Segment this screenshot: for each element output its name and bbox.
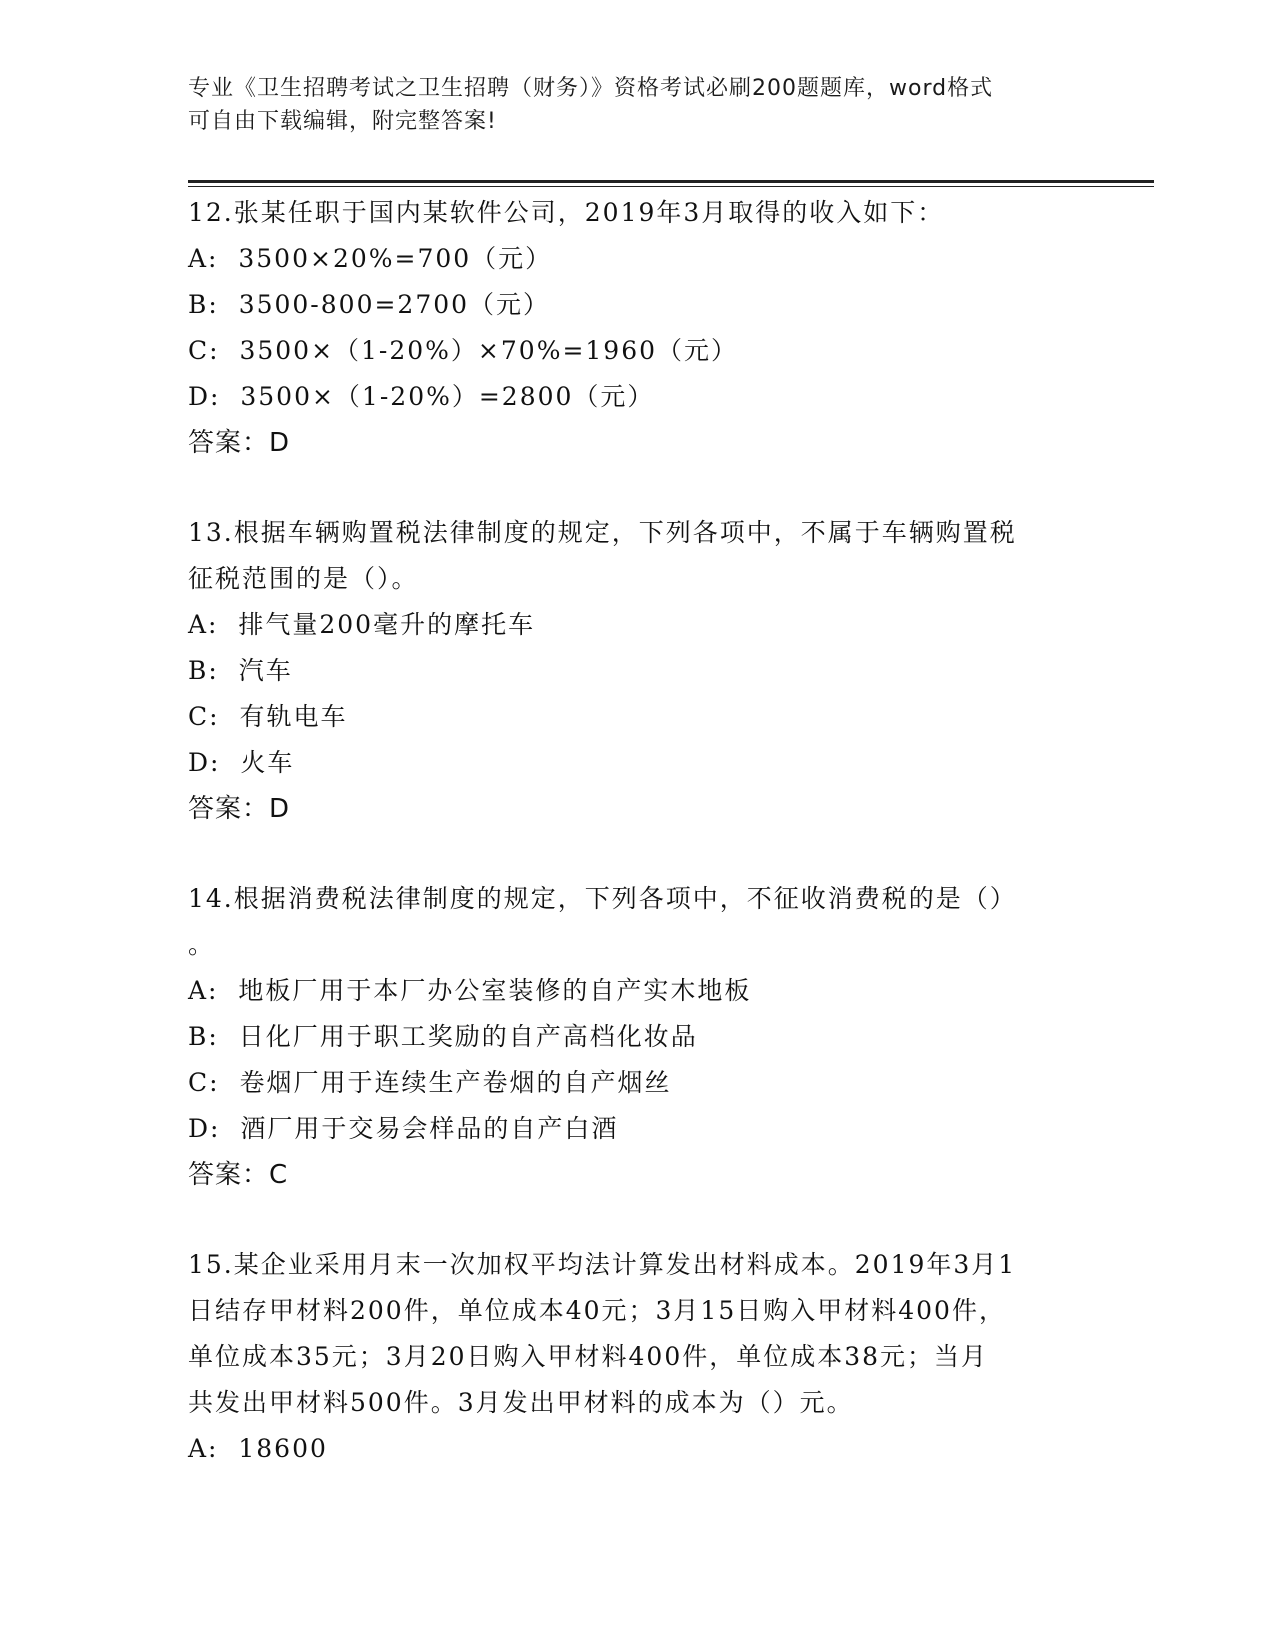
answer-line: [188, 786, 1088, 832]
answer-line: [188, 1152, 1088, 1198]
option-c: C: 有轨电车: [188, 702, 348, 731]
question-14: [188, 876, 1088, 1198]
option-c: C: 卷烟厂用于连续生产卷烟的自产烟丝: [188, 1068, 672, 1097]
option-a: A: 地板厂用于本厂办公室装修的自产实木地板: [188, 976, 752, 1005]
option-a: A: 18600: [188, 1434, 328, 1463]
question-stem: 。: [188, 930, 216, 959]
option-d: D: 酒厂用于交易会样品的自产白酒: [188, 1114, 619, 1143]
option-b: B: 日化厂用于职工奖励的自产高档化妆品: [188, 1022, 698, 1051]
answer-label: 答案：: [188, 1160, 270, 1190]
answer-label: 答案：: [188, 428, 270, 458]
question-stem: 13.根据车辆购置税法律制度的规定，下列各项中，不属于车辆购置税: [188, 518, 1017, 547]
question-stem: 12.张某任职于国内某软件公司，2019年3月取得的收入如下：: [188, 198, 945, 227]
answer-value: D: [269, 794, 291, 824]
answer-label: 答案：: [188, 794, 270, 824]
question-13: [188, 510, 1088, 832]
answer-line: [188, 420, 1088, 466]
header-line-1: 专业《卫生招聘考试之卫生招聘（财务）》资格考试必刷200题题库，word格式: [188, 76, 994, 101]
header-line-2: 可自由下载编辑，附完整答案!: [188, 109, 497, 134]
option-c: C: 3500×（1-20%）×70%=1960（元）: [188, 336, 739, 365]
question-stem: 共发出甲材料500件。3月发出甲材料的成本为（）元。: [188, 1388, 854, 1417]
option-a: A: 3500×20%=700（元）: [188, 244, 553, 273]
question-list: [188, 190, 1088, 1516]
page-header: [188, 72, 1068, 138]
question-stem: 单位成本35元；3月20日购入甲材料400件，单位成本38元；当月: [188, 1342, 989, 1371]
option-b: B: 3500-800=2700（元）: [188, 290, 551, 319]
answer-value: C: [269, 1160, 289, 1190]
question-15: [188, 1242, 1088, 1472]
header-divider-thick: [188, 180, 1154, 183]
question-stem: 15.某企业采用月末一次加权平均法计算发出材料成本。2019年3月1: [188, 1250, 1017, 1279]
question-stem: 日结存甲材料200件，单位成本40元；3月15日购入甲材料400件，: [188, 1296, 1006, 1325]
question-stem: 征税范围的是（）。: [188, 564, 419, 593]
option-d: D: 3500×（1-20%）=2800（元）: [188, 382, 655, 411]
option-d: D: 火车: [188, 748, 295, 777]
answer-value: D: [269, 428, 291, 458]
header-divider-thin: [188, 186, 1154, 187]
option-b: B: 汽车: [188, 656, 293, 685]
question-12: [188, 190, 1088, 466]
question-stem: 14.根据消费税法律制度的规定，下列各项中，不征收消费税的是（）: [188, 884, 1017, 913]
option-a: A: 排气量200毫升的摩托车: [188, 610, 536, 639]
